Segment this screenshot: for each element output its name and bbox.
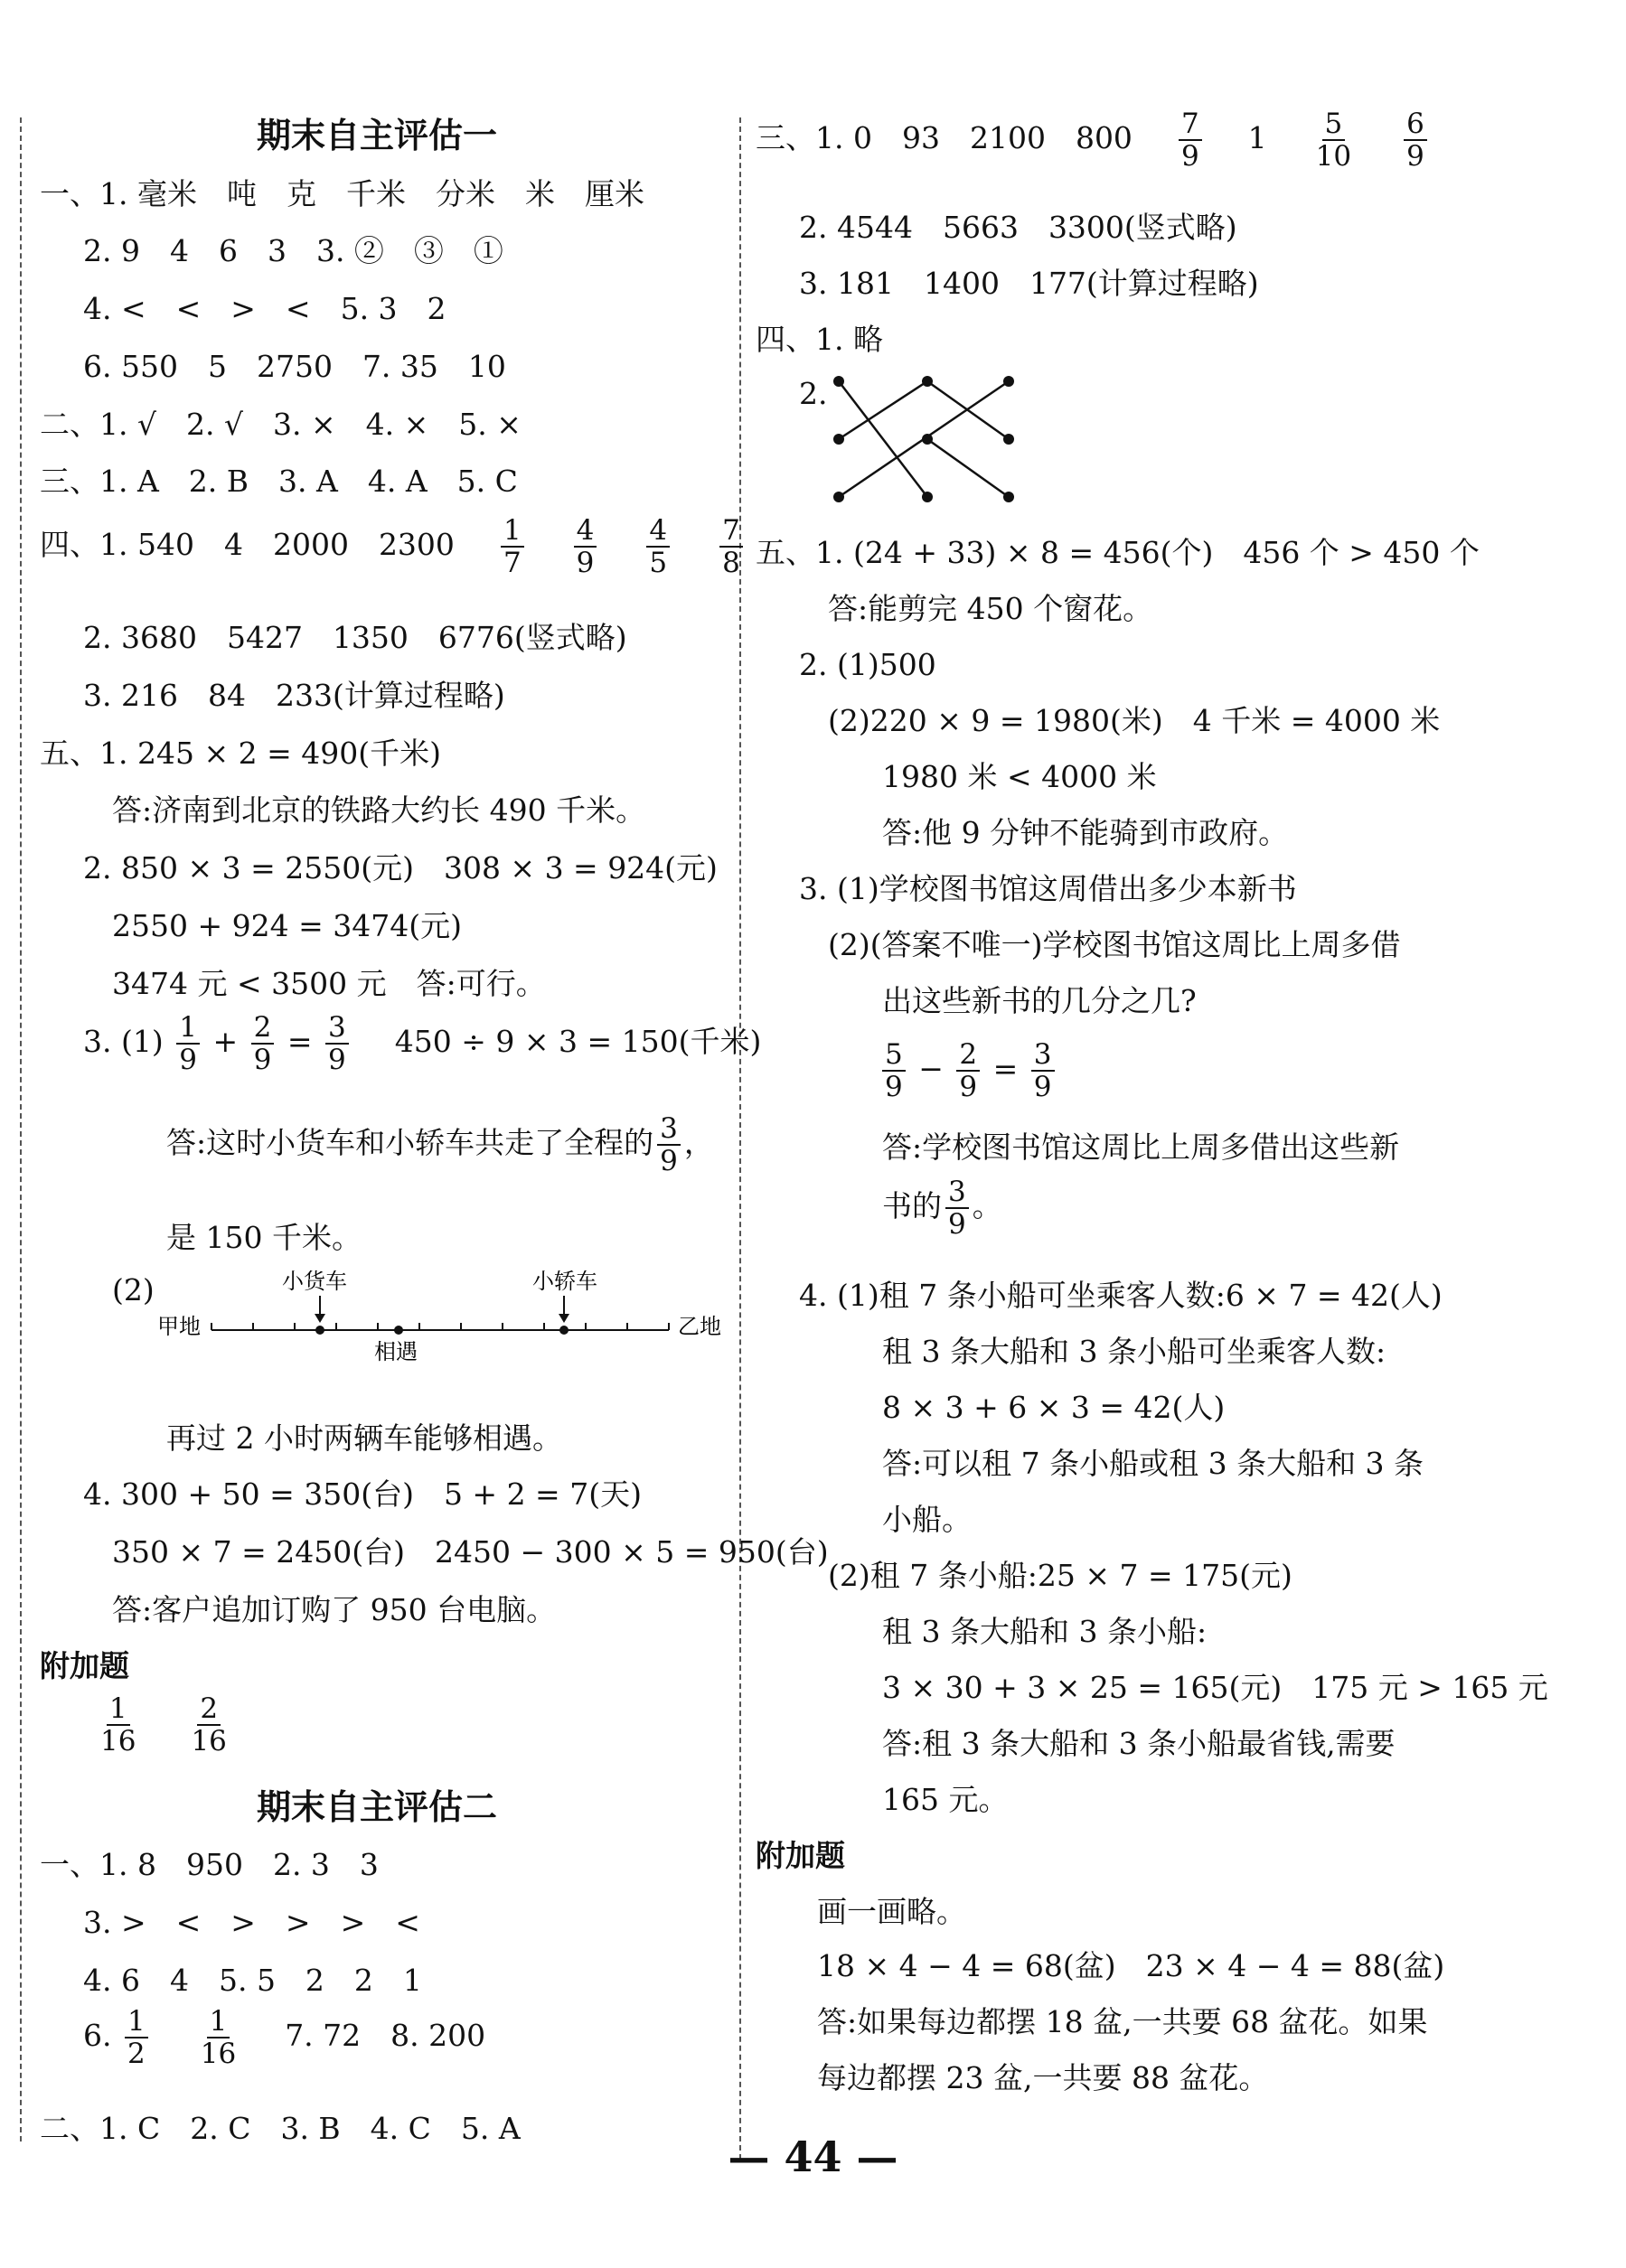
line-4-1-text: 四、1. 540 4 2000 2300 — [40, 527, 455, 562]
line-2: 二、1. √ 2. √ 3. × 4. × 5. × — [40, 407, 522, 442]
line-extra-1: 画一画略。 — [817, 1894, 966, 1929]
line-b1-4-rest: 7. 72 8. 200 — [285, 2018, 486, 2053]
line-4-2: 2. 3680 5427 1350 6776(竖式略) — [83, 620, 627, 655]
line-b1-4-label: 6. — [83, 2018, 112, 2053]
fraction: $\frac{1}{7}$ — [501, 515, 524, 578]
match-dot — [1003, 434, 1014, 445]
line-5-3-answer — [166, 1113, 714, 1176]
fraction: $\frac{7}{9}$ — [1179, 108, 1202, 172]
meeting-point-dot — [394, 1326, 403, 1335]
line-r5-2-c: 1980 米 < 4000 米 — [882, 759, 1157, 794]
fraction: $\frac{2}{16}$ — [191, 1692, 227, 1757]
equals-sign: = — [287, 1024, 313, 1059]
fraction: $\frac{1}{2}$ — [125, 2006, 148, 2069]
comma: ， — [683, 1125, 714, 1160]
meeting-diagram — [157, 1265, 736, 1364]
answer-text: 答:这时小货车和小轿车共走了全程的 — [166, 1125, 654, 1160]
extra-title-left: 附加题 — [40, 1648, 129, 1683]
fraction: $\frac{2}{9}$ — [251, 1012, 275, 1075]
line-r5-3-c: 出这些新书的几分之几? — [882, 983, 1197, 1018]
fraction: $\frac{7}{8}$ — [719, 515, 743, 578]
line-r5-2-b: (2)220 × 9 = 1980(米) 4 千米 = 4000 米 — [828, 703, 1441, 738]
line-5-3-1 — [83, 1012, 761, 1075]
line-extra-3: 答:如果每边都摆 18 盆,一共要 68 盆花。如果 — [817, 2004, 1428, 2039]
line-1-2: 2. 9 4 6 3 3. ② ③ ① — [83, 233, 503, 268]
line-r5-4-f: (2)租 7 条小船:25 × 7 = 175(元) — [828, 1558, 1292, 1593]
line-r5-3-formula — [879, 1039, 1058, 1102]
match-dot — [922, 434, 933, 445]
page-number: — 44 — — [728, 2132, 898, 2181]
line-5-4: 4. 300 + 50 = 350(台) 5 + 2 = 7(天) — [83, 1476, 642, 1512]
match-dot — [922, 376, 933, 387]
fraction: $\frac{1}{16}$ — [200, 2005, 237, 2070]
matching-lines-diagram — [828, 370, 1036, 515]
line-r5-4-i: 答:租 3 条大船和 3 条小船最省钱,需要 — [882, 1726, 1396, 1761]
line-5-4-b: 350 × 7 = 2450(台) 2450 − 300 × 5 = 950(台) — [112, 1534, 829, 1570]
equals-sign: = — [992, 1051, 1019, 1086]
match-dot — [833, 376, 844, 387]
period: 。 — [972, 1188, 1002, 1223]
fraction: $\frac{2}{9}$ — [956, 1039, 980, 1102]
left-margin-divider — [20, 117, 22, 2141]
line-1-4: 6. 550 5 2750 7. 35 10 — [83, 349, 506, 384]
line-r5-3-d: 答:学校图书馆这周比上周多借出这些新 — [882, 1129, 1400, 1165]
section-title-1: 期末自主评估一 — [257, 115, 498, 155]
line-5-1: 五、1. 245 × 2 = 490(千米) — [40, 736, 441, 771]
line-1-3: 4. < < > < 5. 3 2 — [83, 291, 446, 326]
fraction: $\frac{1}{16}$ — [100, 1692, 136, 1757]
match-dot — [1003, 376, 1014, 387]
line-r3-3: 3. 181 1400 177(计算过程略) — [799, 266, 1259, 301]
line-5-1-answer: 答:济南到北京的铁路大约长 490 千米。 — [112, 792, 646, 828]
fraction: $\frac{1}{9}$ — [176, 1012, 200, 1075]
fraction: $\frac{4}{5}$ — [646, 515, 670, 578]
car-label: 小轿车 — [532, 1269, 597, 1294]
column-divider — [739, 117, 741, 2160]
match-dot — [922, 492, 933, 502]
line-r5-4-c: 8 × 3 + 6 × 3 = 42(人) — [882, 1390, 1226, 1425]
line-5-3-2-label: (2) — [112, 1272, 155, 1307]
line-5-3-answer-2: 是 150 千米。 — [166, 1220, 362, 1255]
truck-position-dot — [315, 1326, 324, 1335]
line-b1-1: 一、1. 8 950 2. 3 3 — [40, 1847, 379, 1882]
line-r5-4-d: 答:可以租 7 条小船或租 3 条大船和 3 条 — [882, 1446, 1424, 1481]
line-5-2-b: 2550 + 924 = 3474(元) — [112, 908, 462, 943]
line-r5-4: 4. (1)租 7 条小船可坐乘客人数:6 × 7 = 42(人) — [799, 1278, 1443, 1313]
line-r5-4-b: 租 3 条大船和 3 条小船可坐乘客人数: — [882, 1334, 1386, 1369]
line-r3-1-text: 三、1. 0 93 2100 800 — [756, 120, 1133, 155]
line-r5-3-b: (2)(答案不唯一)学校图书馆这周比上周多借 — [828, 927, 1401, 962]
line-r3-1-one: 1 — [1247, 120, 1267, 155]
start-label: 甲地 — [157, 1314, 201, 1339]
line-b1-2: 3. > < > > > < — [83, 1905, 420, 1940]
line-r5-4-h: 3 × 30 + 3 × 25 = 165(元) 175 元 > 165 元 — [882, 1670, 1548, 1705]
fraction: $\frac{6}{9}$ — [1404, 108, 1427, 172]
fraction: $\frac{4}{9}$ — [574, 515, 597, 578]
line-5-4-c: 答:客户追加订购了 950 台电脑。 — [112, 1592, 557, 1627]
extra-title-right: 附加题 — [756, 1838, 845, 1873]
line-3: 三、1. A 2. B 3. A 4. A 5. C — [40, 464, 518, 499]
match-dot — [833, 492, 844, 502]
fraction: $\frac{5}{9}$ — [882, 1039, 906, 1102]
line-1-1: 一、1. 毫米 吨 克 千米 分米 米 厘米 — [40, 176, 644, 211]
line-r4-2: 2. — [799, 376, 828, 411]
line-5-3-2-answer: 再过 2 小时两辆车能够相遇。 — [166, 1420, 562, 1456]
line-extra-4: 每边都摆 23 盆,一共要 88 盆花。 — [817, 2060, 1269, 2095]
fraction: $\frac{3}{9}$ — [1031, 1039, 1055, 1102]
line-b1-4 — [83, 2006, 485, 2069]
plus-sign: + — [212, 1024, 239, 1059]
fraction: $\frac{3}{9}$ — [657, 1113, 681, 1176]
line-r5-3-e — [882, 1176, 1002, 1240]
line-r3-1 — [756, 108, 1431, 172]
line-r3-2: 2. 4544 5663 3300(竖式略) — [799, 210, 1237, 245]
fraction: $\frac{3}{9}$ — [945, 1176, 969, 1240]
route-ticks — [211, 1323, 669, 1330]
line-r4-1: 四、1. 略 — [756, 322, 883, 357]
meet-label: 相遇 — [374, 1339, 418, 1364]
line-b1-3: 4. 6 4 5. 5 2 2 1 — [83, 1963, 422, 1998]
answer-text: 书的 — [882, 1188, 942, 1223]
line-5-2: 2. 850 × 3 = 2550(元) 308 × 3 = 924(元) — [83, 850, 718, 886]
section-title-2: 期末自主评估二 — [257, 1786, 498, 1827]
extra-answer-left — [94, 1693, 233, 1757]
match-dot — [833, 434, 844, 445]
line-4-3: 3. 216 84 233(计算过程略) — [83, 678, 505, 713]
line-r5-1-answer: 答:能剪完 450 个窗花。 — [828, 591, 1153, 626]
line-r5-1: 五、1. (24 + 33) × 8 = 456(个) 456 个 > 450 个 — [756, 535, 1480, 570]
fraction: $\frac{3}{9}$ — [325, 1012, 349, 1075]
line-4-1 — [40, 515, 747, 578]
line-5-3-label: 3. (1) — [83, 1024, 164, 1059]
line-r5-4-j: 165 元。 — [882, 1782, 1009, 1817]
line-r5-2: 2. (1)500 — [799, 647, 936, 682]
car-position-dot — [559, 1326, 569, 1335]
line-r5-4-e: 小船。 — [882, 1502, 972, 1537]
line-extra-2: 18 × 4 − 4 = 68(盆) 23 × 4 − 4 = 88(盆) — [817, 1948, 1445, 1983]
match-dot — [1003, 492, 1014, 502]
end-label: 乙地 — [678, 1314, 721, 1339]
line-b2: 二、1. C 2. C 3. B 4. C 5. A — [40, 2111, 521, 2146]
line-r5-4-g: 租 3 条大船和 3 条小船: — [882, 1614, 1208, 1649]
line-5-2-c: 3474 元 < 3500 元 答:可行。 — [112, 966, 546, 1001]
minus-sign: − — [918, 1051, 944, 1086]
truck-label: 小货车 — [282, 1269, 347, 1294]
line-r5-3: 3. (1)学校图书馆这周借出多少本新书 — [799, 871, 1297, 906]
line-r5-2-d: 答:他 9 分钟不能骑到市政府。 — [882, 815, 1289, 850]
fraction: $\frac{5}{10}$ — [1315, 108, 1352, 173]
line-5-3-calc: 450 ÷ 9 × 3 = 150(千米) — [394, 1024, 762, 1059]
